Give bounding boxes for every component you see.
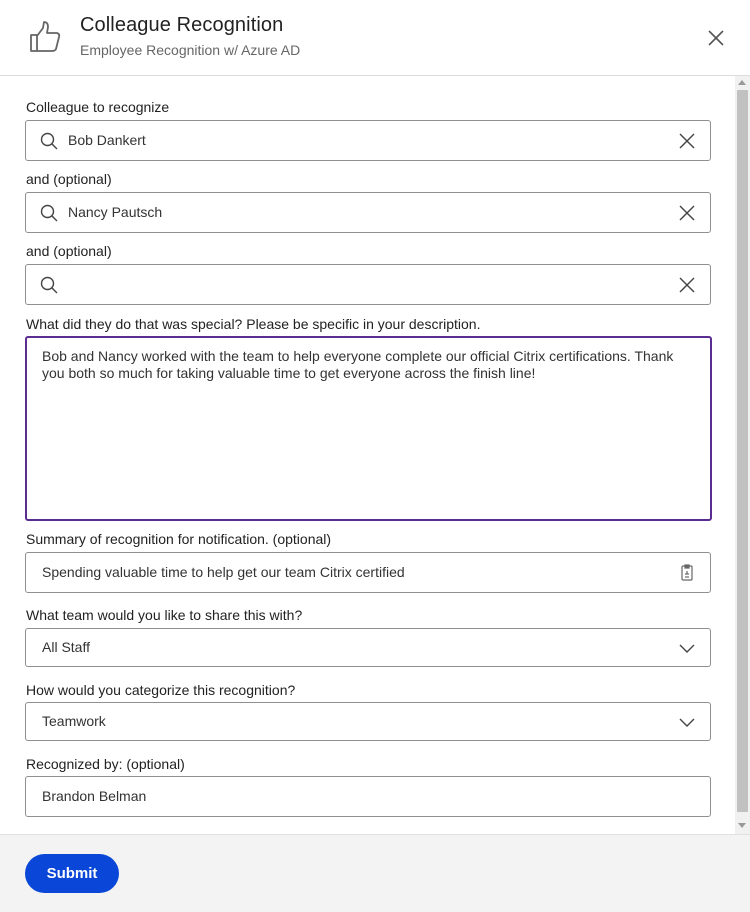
recognized-by-value: Brandon Belman — [42, 788, 147, 804]
description-label: What did they do that was special? Please be specific in your description. — [26, 316, 481, 332]
and-optional-label-2: and (optional) — [26, 243, 112, 259]
search-icon — [40, 204, 58, 222]
clear-icon[interactable] — [678, 132, 696, 150]
thumbs-up-icon — [28, 20, 62, 54]
recognized-by-label: Recognized by: (optional) — [26, 756, 185, 772]
vertical-scrollbar[interactable] — [735, 76, 750, 834]
summary-label: Summary of recognition for notification. (optional) — [26, 531, 332, 547]
submit-button[interactable]: Submit — [25, 854, 119, 893]
clear-icon[interactable] — [678, 204, 696, 222]
colleague-value: Bob Dankert — [68, 132, 146, 148]
scroll-up-arrow[interactable] — [738, 80, 746, 85]
summary-value: Spending valuable time to help get our team Citrix certified — [42, 564, 405, 580]
colleague-label: Colleague to recognize — [26, 99, 170, 115]
colleague-2-search-field[interactable] — [25, 192, 711, 233]
team-select[interactable] — [25, 628, 711, 667]
colleague-3-search-field[interactable] — [25, 264, 711, 305]
colleague-2-value: Nancy Pautsch — [68, 204, 163, 220]
dialog-footer — [0, 834, 750, 912]
dialog-subtitle: Employee Recognition w/ Azure AD — [80, 42, 301, 58]
category-label: How would you categorize this recognition? — [26, 682, 296, 698]
dialog-title: Colleague Recognition — [80, 14, 284, 36]
search-icon — [40, 132, 58, 150]
summary-input[interactable] — [25, 552, 711, 593]
scroll-down-arrow[interactable] — [738, 823, 746, 828]
clear-icon[interactable] — [678, 276, 696, 294]
description-textarea[interactable]: Bob and Nancy worked with the team to help everyone complete our official Citrix certifications. Thank you both so much for taking valuable time to get everyone across the finish line! — [25, 336, 712, 521]
recognized-by-input[interactable] — [25, 776, 711, 817]
search-icon — [40, 276, 58, 294]
colleague-search-field[interactable] — [25, 120, 711, 161]
clipboard-icon — [680, 564, 694, 581]
chevron-down-icon — [678, 639, 696, 657]
team-label: What team would you like to share this with? — [26, 607, 303, 623]
team-value: All Staff — [42, 639, 90, 655]
form-scroll-area — [0, 76, 735, 834]
chevron-down-icon — [678, 713, 696, 731]
dialog-header — [0, 0, 750, 76]
category-value: Teamwork — [42, 713, 106, 729]
close-icon[interactable] — [704, 26, 728, 50]
and-optional-label-1: and (optional) — [26, 171, 112, 187]
scrollbar-thumb[interactable] — [737, 90, 748, 812]
category-select[interactable] — [25, 702, 711, 741]
